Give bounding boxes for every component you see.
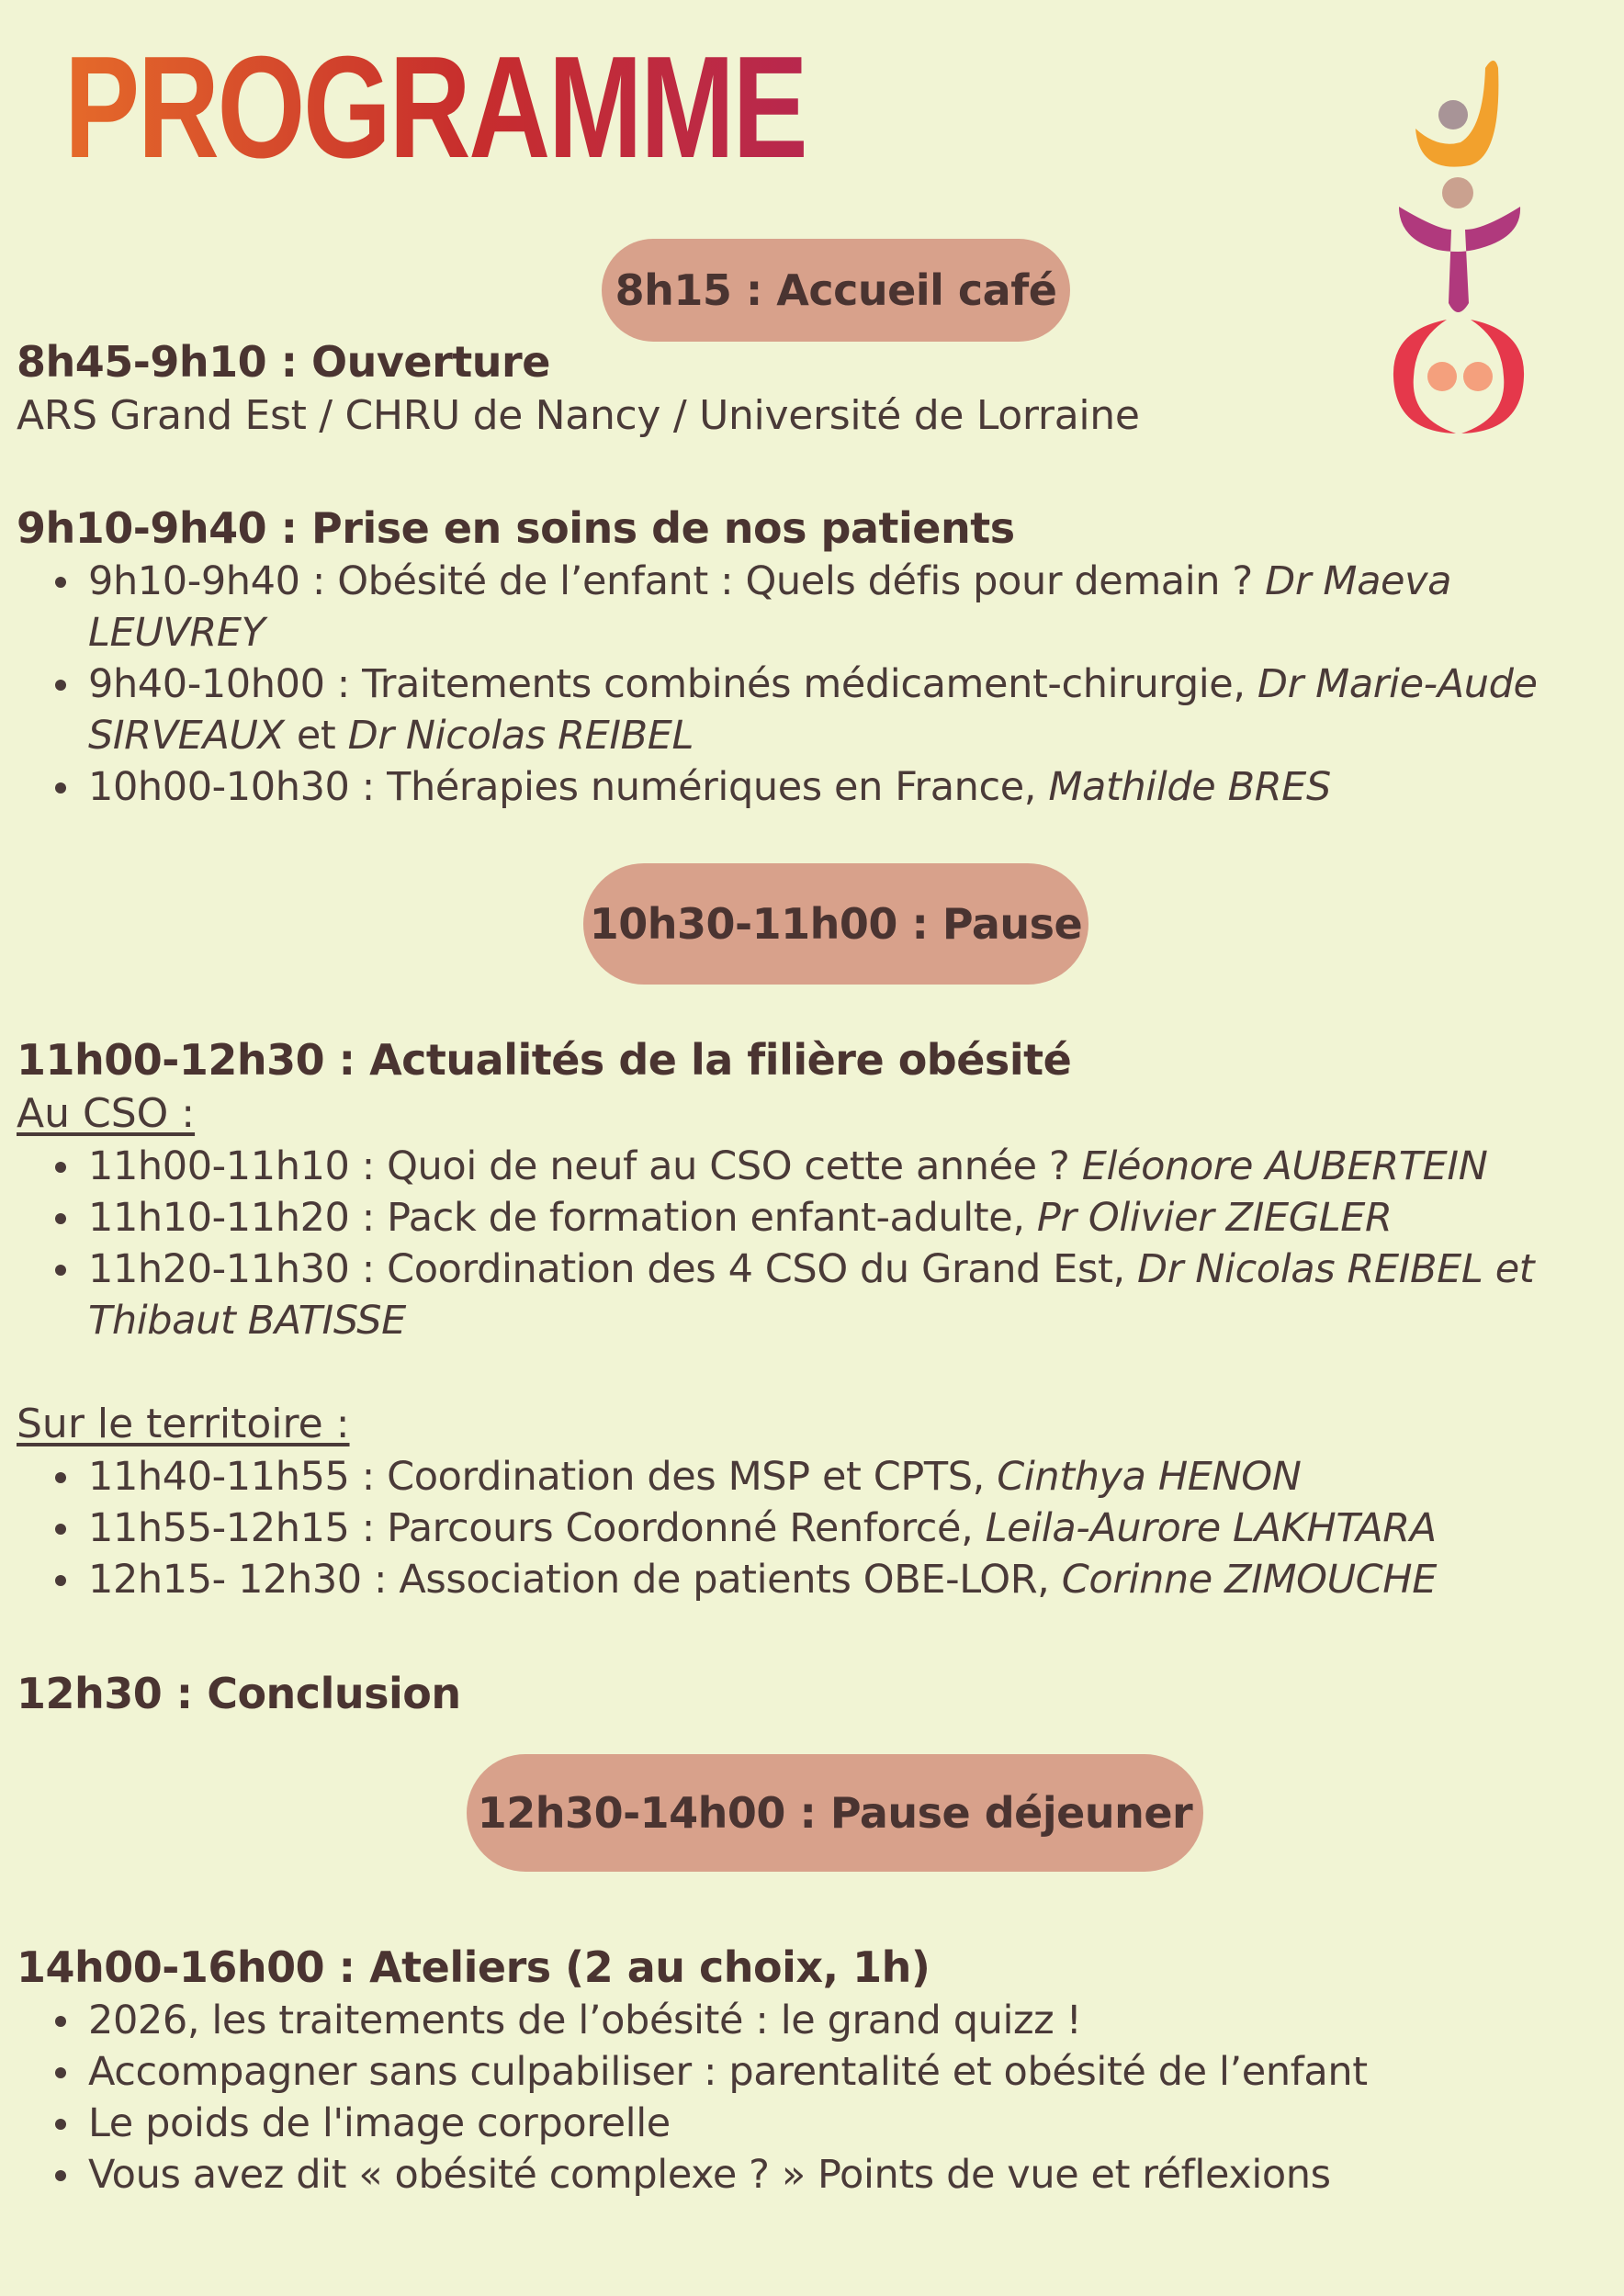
break-pause bbox=[583, 863, 1088, 985]
break-accueil bbox=[602, 239, 1070, 342]
subsection-territoire-label: Sur le territoire : bbox=[17, 1401, 350, 1447]
section-filiere bbox=[17, 1032, 1578, 1605]
break-dejeuner bbox=[467, 1754, 1203, 1872]
subsection-cso-label: Au CSO : bbox=[17, 1090, 196, 1137]
page-title: PROGRAMME bbox=[64, 27, 806, 188]
list-item: 11h20-11h30 : Coordination des 4 CSO du Grand Est, Dr Nicolas REIBEL et Thibaut BATISSE bbox=[88, 1244, 1578, 1346]
section-ouverture bbox=[17, 334, 1578, 443]
section-soins-list bbox=[17, 556, 1578, 813]
section-ateliers bbox=[17, 1940, 1578, 2200]
section-soins bbox=[17, 501, 1578, 813]
logo-head-grey bbox=[1438, 100, 1468, 129]
break-dejeuner-label: 12h30-14h00 : Pause déjeuner bbox=[477, 1788, 1193, 1838]
section-filiere-title: 11h00-12h30 : Actualités de la filière obésité bbox=[17, 1035, 1072, 1085]
section-cso-list bbox=[17, 1141, 1578, 1346]
list-item: 11h00-11h10 : Quoi de neuf au CSO cette année ? Eléonore AUBERTEIN bbox=[88, 1141, 1578, 1192]
list-item: 10h00-10h30 : Thérapies numériques en France, Mathilde BRES bbox=[88, 761, 1578, 813]
break-accueil-label: 8h15 : Accueil café bbox=[615, 265, 1057, 315]
section-ouverture-title: 8h45-9h10 : Ouverture bbox=[17, 337, 550, 387]
section-conclusion bbox=[17, 1666, 1578, 1721]
list-item: Vous avez dit « obésité complexe ? » Points de vue et réflexions bbox=[88, 2149, 1578, 2200]
list-item: 9h10-9h40 : Obésité de l’enfant : Quels défis pour demain ? Dr Maeva LEUVREY bbox=[88, 556, 1578, 658]
logo-magenta-body bbox=[1399, 207, 1520, 312]
list-item: 11h40-11h55 : Coordination des MSP et CPTS, Cinthya HENON bbox=[88, 1451, 1578, 1503]
section-conclusion-title: 12h30 : Conclusion bbox=[17, 1669, 461, 1718]
section-territoire-list bbox=[17, 1451, 1578, 1605]
list-item: 11h10-11h20 : Pack de formation enfant-adulte, Pr Olivier ZIEGLER bbox=[88, 1192, 1578, 1244]
list-item: 2026, les traitements de l’obésité : le grand quizz ! bbox=[88, 1995, 1578, 2046]
logo-head-tan bbox=[1442, 177, 1473, 208]
list-item: 12h15- 12h30 : Association de patients OBE-LOR, Corinne ZIMOUCHE bbox=[88, 1554, 1578, 1605]
list-item: Le poids de l'image corporelle bbox=[88, 2098, 1578, 2149]
list-item: Accompagner sans culpabiliser : parentalité et obésité de l’enfant bbox=[88, 2046, 1578, 2098]
list-item: 11h55-12h15 : Parcours Coordonné Renforcé, Leila-Aurore LAKHTARA bbox=[88, 1503, 1578, 1554]
section-soins-title: 9h10-9h40 : Prise en soins de nos patients bbox=[17, 503, 1015, 553]
break-pause-label: 10h30-11h00 : Pause bbox=[589, 899, 1083, 949]
list-item: 9h40-10h00 : Traitements combinés médicament-chirurgie, Dr Marie-Aude SIRVEAUX et Dr Nicolas REIBEL bbox=[88, 658, 1578, 761]
section-ateliers-title: 14h00-16h00 : Ateliers (2 au choix, 1h) bbox=[17, 1942, 930, 1992]
section-ateliers-list bbox=[17, 1995, 1578, 2200]
section-ouverture-text: ARS Grand Est / CHRU de Nancy / Université de Lorraine bbox=[17, 392, 1140, 439]
